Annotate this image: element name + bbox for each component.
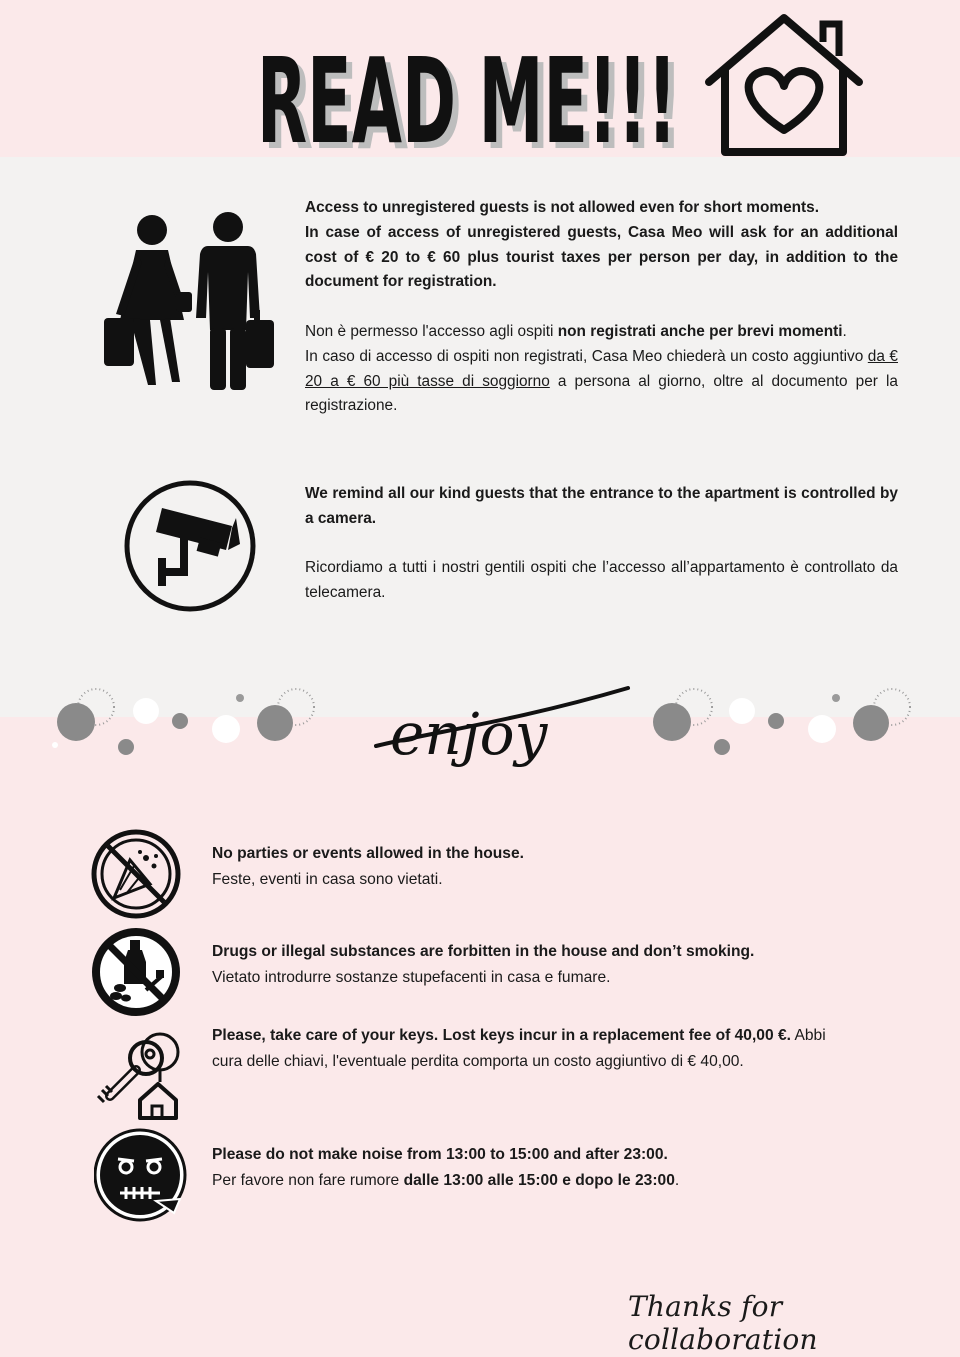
- it-part-2a: In caso di accesso di ospiti non registrati, Casa Meo chiederà un costo aggiuntivo: [305, 347, 868, 365]
- rule-noise-it-b: dalle 13:00 alle 15:00 e dopo le 23:00: [403, 1172, 675, 1189]
- decorative-dots-right: [648, 685, 923, 760]
- rule-keys: [212, 1023, 912, 1075]
- rule-noise: [212, 1142, 679, 1194]
- rule-drugs-it: Vietato introdurre sostanze stupefacenti in casa e fumare.: [212, 969, 611, 986]
- rule-parties: [212, 841, 524, 893]
- thanks-signature: Thanks for collaboration: [628, 1290, 818, 1356]
- it-part-1a: Non è permesso l'accesso agli ospiti: [305, 322, 558, 340]
- rule-keys-it-b: cura delle chiavi, l'eventuale perdita comporta un costo aggiuntivo di € 40,00.: [212, 1053, 744, 1070]
- rule-drugs-en: Drugs or illegal substances are forbitten in the house and don’t smoking.: [212, 943, 755, 960]
- it-part-1c: .: [842, 322, 847, 340]
- travelers-icon: [100, 210, 280, 395]
- unregistered-guests-text: [305, 196, 898, 419]
- svg-text:enjoy: enjoy: [390, 700, 548, 768]
- page-title: [255, 20, 695, 170]
- keys-icon: [88, 1022, 188, 1122]
- camera-notice-text: [305, 482, 898, 606]
- rule-keys-it-a: Abbi: [791, 1027, 826, 1044]
- svg-text:READ ME!!!: READ ME!!!: [257, 32, 677, 170]
- camera-it: Ricordiamo a tutti i nostri gentili ospiti che l’accesso all’appartamento è controllato da telecamera.: [305, 559, 898, 602]
- rule-noise-it-c: .: [674, 1172, 680, 1189]
- rule-noise-it-a: Per favore non fare rumore: [212, 1172, 404, 1189]
- en-line-2: In case of access of unregistered guests, Casa Meo will ask for an additional cost of € 20 to € 60 plus tourist taxes per person per day, in addition to the document for registration.: [305, 223, 898, 291]
- it-part-1b: non registrati anche per brevi momenti: [557, 322, 843, 340]
- rule-parties-en: No parties or events allowed in the house.: [212, 845, 524, 862]
- rule-noise-en: Please do not make noise from 13:00 to 15:00 and after 23:00.: [212, 1146, 668, 1163]
- rule-drugs: [212, 939, 754, 991]
- security-camera-icon: [122, 478, 258, 614]
- no-noise-icon: [94, 1127, 190, 1223]
- it-part-2c: a persona al giorno, oltre al documento per la registrazione.: [305, 372, 898, 415]
- decorative-dots-left: [50, 685, 325, 760]
- house-heart-icon: [703, 12, 865, 160]
- it-part-2-underlined: da € 20 a € 60 più tasse di soggiorno: [305, 347, 898, 390]
- rule-parties-it: Feste, eventi in casa sono vietati.: [212, 871, 443, 888]
- rule-keys-en: Please, take care of your keys. Lost keys incur in a replacement fee of 40,00 €.: [212, 1027, 791, 1044]
- svg-text:READ ME!!!: READ ME!!!: [263, 38, 683, 170]
- no-drugs-icon: [90, 926, 182, 1018]
- enjoy-script: [372, 682, 634, 787]
- camera-en: We remind all our kind guests that the entrance to the apartment is controlled by a camera.: [305, 485, 898, 527]
- no-party-icon: [90, 828, 182, 920]
- en-line-1: Access to unregistered guests is not allowed even for short moments.: [305, 199, 820, 216]
